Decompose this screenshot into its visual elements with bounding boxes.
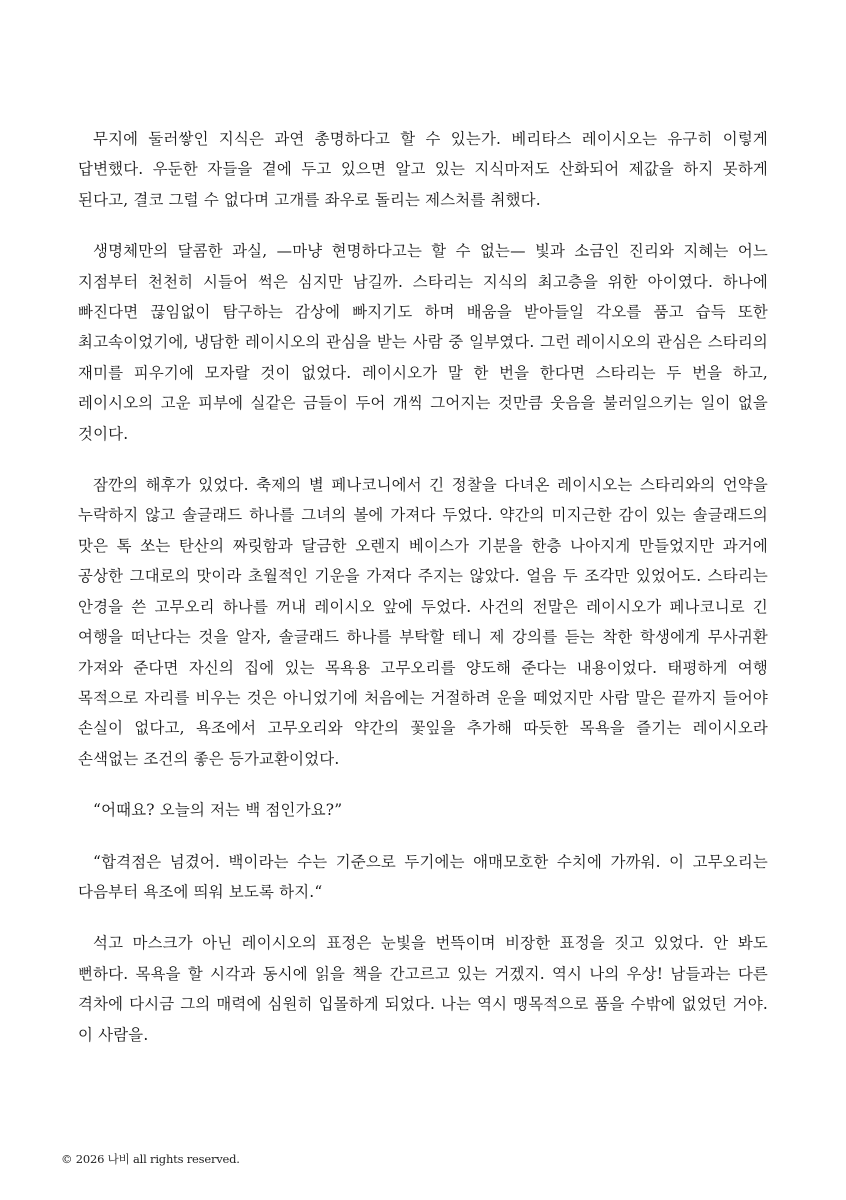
paragraph: 잠깐의 해후가 있었다. 축제의 별 페나코니에서 긴 정찰을 다녀온 레이시오는 스타리와의 언약을 누락하지 않고 솔글래드 하나를 그녀의 볼에 가져다 두었다. 약간의 미지근한 감이 있는 솔글래드의 맛은 톡 쏘는 탄산의 짜릿함과 달금한 오렌지 베이스가 기분을 한층 나아지게 만들었지만 과거에 공상한 그대로의 맛이라 초월적인 기운을 가져다 주지는 않았다. 얼음 두 조각만 있었어도. 스타리는 안경을 쓴 고무오리 하나를 꺼내 레이시오 앞에 두었다. 사건의 전말은 레이시오가 페나코니로 긴 여행을 떠난다는 것을 알자, 솔글래드 하나를 부탁할 테니 제 강의를 듣는 착한 학생에게 무사귀환 가져와 준다면 자신의 집에 있는 목욕용 고무오리를 양도해 준다는 내용이었다. 태평하게 여행 목적으로 자리를 비우는 것은 아니었기에 처음에는 거절하려 운을 떼었지만 사람 말은 끝까지 들어야 손실이 없다고, 욕조에서 고무오리와 약간의 꽃잎을 추가해 따듯한 목욕을 즐기는 레이시오라 손색없는 조건의 좋은 등가교환이었다. <box>78 476 768 768</box>
paragraph: 무지에 둘러쌓인 지식은 과연 총명하다고 할 수 있는가. 베리타스 레이시오는 유구히 이렇게 답변했다. 우둔한 자들을 곁에 두고 있으면 알고 있는 지식마저도 산화되어 제값을 하지 못하게 된다고, 결코 그럴 수 없다며 고개를 좌우로 돌리는 제스처를 취했다. <box>78 130 768 209</box>
dialogue-line: “어때요? 오늘의 저는 백 점인가요?” <box>93 801 343 820</box>
document-body <box>78 124 768 1071</box>
copyright-footer: © 2026 나비 all rights reserved. <box>61 1152 240 1166</box>
paragraph: 석고 마스크가 아닌 레이시오의 표정은 눈빛을 번뜩이며 비장한 표정을 짓고 있었다. 안 봐도 뻔하다. 목욕을 할 시각과 동시에 읽을 책을 간고르고 있는 거겠지. 역시 나의 우상! 남들과는 다른 격차에 다시금 그의 매력에 심원히 입몰하게 되었다. 나는 역시 맹목적으로 품을 수밖에 없었던 거야. 이 사람을. <box>78 934 768 1044</box>
paragraph: 생명체만의 달콤한 과실, —마냥 현명하다고는 할 수 없는— 빛과 소금인 진리와 지혜는 어느 지점부터 천천히 시들어 썩은 심지만 남길까. 스타리는 지식의 최고층을 위한 아이였다. 하나에 빠진다면 끊임없이 탐구하는 감상에 빠지기도 하며 배움을 받아들일 각오를 품고 습득 또한 최고속이었기에, 냉담한 레이시오의 관심을 받는 사람 중 일부였다. 그런 레이시오의 관심은 스타리의 재미를 피우기에 모자랄 것이 없었다. 레이시오가 말 한 번을 한다면 스타리는 두 번을 하고, 레이시오의 고운 피부에 실같은 금들이 두어 개씩 그어지는 것만큼 웃음을 불러일으키는 일이 없을 것이다. <box>78 242 768 443</box>
dialogue-line: “합격점은 넘겼어. 백이라는 수는 기준으로 두기에는 애매모호한 수치에 가까워. 이 고무오리는 다음부터 욕조에 띄워 보도록 하지.“ <box>78 852 768 901</box>
